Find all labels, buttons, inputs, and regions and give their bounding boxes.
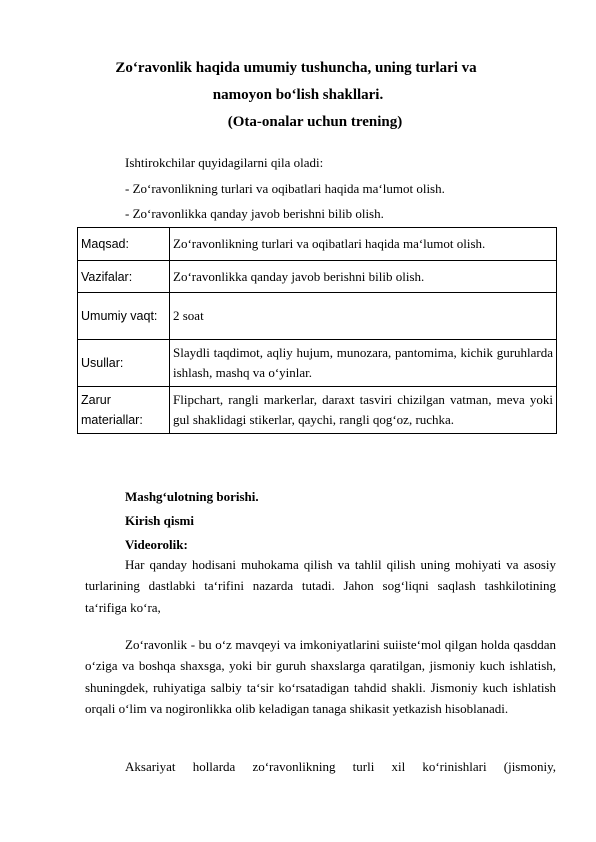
row-value: Flipchart, rangli markerlar, daraxt tasviri chizilgan vatman, meva yoki gul shaklidagi stikerlar, qaychi, rangli qog‘oz, ruchka.	[170, 387, 557, 434]
table-row	[78, 293, 557, 340]
paragraph-3: Aksariyat hollarda zo‘ravonlikning turli xil ko‘rinishlari (jismoniy,	[125, 759, 556, 774]
table-row	[78, 340, 557, 387]
paragraph-2: Zo‘ravonlik - bu o‘z mavqeyi va imkoniyatlarini suiiste‘mol qilgan holda qasddan o‘ziga va boshqa shaxsga, yoki bir guruh shaxslarga qaratilgan, jismoniy kuch ishlatish, shuningdek, ruhiyatiga salbiy ta‘sir ko‘rsatadigan tahdid shakli. Jismoniy kuch ishlatish orqali o‘lim va nogironlikka olib keladigan tanaga shikasit yetkazish hisoblanadi.	[85, 637, 556, 717]
subtitle: (Ota-onalar uchun trening)	[227, 114, 403, 130]
row-key: Umumiy vaqt:	[78, 293, 170, 340]
intro-lead: Ishtirokchilar quyidagilarni qila oladi:	[125, 155, 324, 170]
row-value: Zo‘ravonlikning turlari va oqibatlari haqida ma‘lumot olish.	[170, 228, 557, 261]
row-value: 2 soat	[170, 293, 557, 340]
table-row	[78, 228, 557, 261]
row-value: Zo‘ravonlikka qanday javob berishni bilib olish.	[170, 261, 557, 293]
row-value: Slaydli taqdimot, aqliy hujum, munozara, pantomima, kichik guruhlarda ishlash, mashq va o‘yinlar.	[170, 340, 557, 387]
paragraph-1: Har qanday hodisani muhokama qilish va tahlil qilish uning mohiyati va asosiy turlarining dastlabki ta‘rifini nazarda tutadi. Jahon sog‘liqni saqlash tashkilotining ta‘rifiga ko‘ra,	[85, 557, 556, 615]
title-line-2: namoyon bo‘lish shakllari.	[212, 87, 384, 103]
table-row	[78, 261, 557, 293]
section-heading-course: Mashg‘ulotning borishi.	[125, 489, 259, 504]
section-heading-intro: Kirish qismi	[125, 513, 194, 528]
intro-item-1: - Zo‘ravonlikning turlari va oqibatlari haqida ma‘lumot olish.	[125, 181, 445, 196]
table-row	[78, 387, 557, 434]
plan-table	[77, 227, 557, 434]
title-line-1: Zo‘ravonlik haqida umumiy tushuncha, uning turlari va	[115, 60, 477, 76]
row-key: Zarur materiallar:	[78, 387, 170, 434]
row-key: Maqsad:	[78, 228, 170, 261]
row-key: Vazifalar:	[78, 261, 170, 293]
section-heading-video: Videorolik:	[125, 537, 188, 552]
intro-item-2: - Zo‘ravonlikka qanday javob berishni bilib olish.	[125, 206, 384, 221]
row-key: Usullar:	[78, 340, 170, 387]
